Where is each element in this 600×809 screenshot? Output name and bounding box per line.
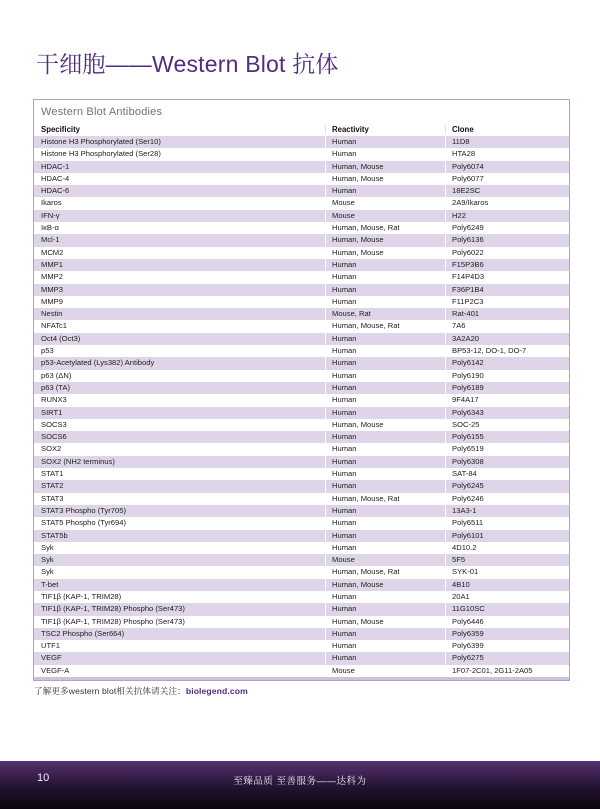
- cell-specificity: p63 (TA): [34, 382, 326, 394]
- table-row: [34, 480, 569, 492]
- cell-specificity: Syk: [34, 554, 326, 566]
- table-row: [34, 652, 569, 664]
- cell-specificity: TIF1β (KAP-1, TRIM28) Phospho (Ser473): [34, 603, 326, 615]
- table-row: [34, 616, 569, 628]
- cell-reactivity: Human, Mouse: [326, 173, 446, 185]
- table-row: [34, 530, 569, 542]
- biolegend-link[interactable]: biolegend.com: [185, 686, 248, 696]
- cell-reactivity: Human: [326, 652, 446, 664]
- cell-specificity: SOCS6: [34, 431, 326, 443]
- cell-reactivity: Mouse: [326, 554, 446, 566]
- table-row: [34, 320, 569, 332]
- cell-clone: SOC-25: [452, 419, 480, 429]
- cell-reactivity: Mouse: [326, 197, 446, 209]
- table-row: [34, 197, 569, 209]
- cell-clone: Poly6142: [452, 358, 484, 368]
- cell-clone: Poly6308: [452, 456, 484, 466]
- table-row: [34, 284, 569, 296]
- cell-specificity: MMP2: [34, 271, 326, 283]
- table-row: [34, 382, 569, 394]
- cell-clone: 18E2SC: [452, 186, 481, 196]
- cell-clone: Poly6519: [452, 444, 484, 454]
- table-row: [34, 333, 569, 345]
- cell-specificity: RUNX3: [34, 394, 326, 406]
- cell-reactivity: Human, Mouse: [326, 616, 446, 628]
- table-row: [34, 357, 569, 369]
- table-body: [34, 136, 569, 677]
- cell-clone: SYK-01: [452, 567, 479, 577]
- cell-specificity: Syk: [34, 542, 326, 554]
- table-row: [34, 407, 569, 419]
- cell-clone: Poly6190: [452, 370, 484, 380]
- table-row: [34, 345, 569, 357]
- cell-reactivity: Human: [326, 431, 446, 443]
- cell-reactivity: Human: [326, 345, 446, 357]
- cell-specificity: HDAC-6: [34, 185, 326, 197]
- page-number: 10: [37, 772, 50, 784]
- cell-specificity: Syk: [34, 566, 326, 578]
- cell-reactivity: Human: [326, 480, 446, 492]
- table-bottom-strip: [34, 677, 569, 680]
- cell-reactivity: Human: [326, 517, 446, 529]
- cell-specificity: MMP9: [34, 296, 326, 308]
- cell-reactivity: Human: [326, 456, 446, 468]
- cell-specificity: STAT5b: [34, 530, 326, 542]
- table-row: [34, 173, 569, 185]
- cell-clone: 9F4A17: [452, 395, 479, 405]
- cell-reactivity: Human: [326, 407, 446, 419]
- cell-clone: F36P1B4: [452, 284, 484, 294]
- cell-specificity: T-bet: [34, 579, 326, 591]
- table-row: [34, 628, 569, 640]
- cell-reactivity: Human, Mouse: [326, 419, 446, 431]
- footnote-text: 了解更多western blot相关抗体请关注：: [34, 686, 186, 696]
- table-row: [34, 566, 569, 578]
- cell-specificity: Histone H3 Phosphorylated (Ser10): [34, 136, 326, 148]
- table-row: [34, 271, 569, 283]
- cell-reactivity: Human: [326, 394, 446, 406]
- cell-clone: Poly6245: [452, 481, 484, 491]
- table-row: [34, 665, 569, 677]
- cell-reactivity: Human, Mouse, Rat: [326, 566, 446, 578]
- cell-clone: Poly6399: [452, 641, 484, 651]
- cell-reactivity: Human, Mouse: [326, 247, 446, 259]
- cell-clone: Poly6511: [452, 518, 484, 528]
- cell-specificity: IFN-γ: [34, 210, 326, 222]
- table-row: [34, 443, 569, 455]
- cell-clone: Poly6275: [452, 653, 484, 663]
- cell-reactivity: Human: [326, 370, 446, 382]
- table-row: [34, 591, 569, 603]
- cell-clone: Poly6077: [452, 173, 484, 183]
- cell-clone: 2A9/Ikaros: [452, 198, 489, 208]
- table-row: [34, 456, 569, 468]
- cell-clone: 1F07-2C01, 2G11-2A05: [452, 665, 533, 675]
- cell-reactivity: Human: [326, 468, 446, 480]
- footnote: [34, 685, 248, 697]
- table-row: [34, 370, 569, 382]
- cell-reactivity: Human: [326, 382, 446, 394]
- column-header-specificity: Specificity: [34, 125, 326, 134]
- cell-clone: F14P4D3: [452, 272, 485, 282]
- cell-reactivity: Human: [326, 591, 446, 603]
- cell-clone: F15P3B6: [452, 259, 484, 269]
- cell-specificity: p63 (ΔN): [34, 370, 326, 382]
- cell-specificity: SOX2: [34, 443, 326, 455]
- cell-specificity: STAT5 Phospho (Tyr694): [34, 517, 326, 529]
- cell-clone: 7A6: [452, 321, 466, 331]
- cell-reactivity: Human: [326, 296, 446, 308]
- footer-bar: [0, 761, 600, 809]
- cell-specificity: TIF1β (KAP-1, TRIM28): [34, 591, 326, 603]
- cell-specificity: p53-Acetylated (Lys382) Antibody: [34, 357, 326, 369]
- cell-specificity: STAT3: [34, 493, 326, 505]
- cell-clone: Poly6359: [452, 628, 484, 638]
- table-row: [34, 148, 569, 160]
- cell-clone: 11D8: [452, 137, 470, 146]
- cell-specificity: TSC2 Phospho (Ser664): [34, 628, 326, 640]
- cell-clone: Poly6343: [452, 407, 484, 417]
- cell-specificity: Mcl-1: [34, 234, 326, 246]
- cell-reactivity: Human: [326, 259, 446, 271]
- cell-specificity: SOCS3: [34, 419, 326, 431]
- table-row: [34, 468, 569, 480]
- cell-reactivity: Human: [326, 271, 446, 283]
- cell-clone: 4D10.2: [452, 542, 477, 552]
- table-row: [34, 222, 569, 234]
- cell-reactivity: Human: [326, 530, 446, 542]
- cell-specificity: Oct4 (Oct3): [34, 333, 326, 345]
- cell-reactivity: Human: [326, 185, 446, 197]
- cell-clone: 20A1: [452, 591, 470, 601]
- cell-specificity: Ikaros: [34, 197, 326, 209]
- cell-clone: SAT-84: [452, 469, 477, 479]
- cell-reactivity: Human, Mouse: [326, 234, 446, 246]
- table-row: [34, 493, 569, 505]
- cell-clone: Poly6249: [452, 223, 484, 233]
- cell-reactivity: Mouse: [326, 210, 446, 222]
- cell-specificity: SOX2 (NH2 terminus): [34, 456, 326, 468]
- table-header-row: [34, 122, 569, 136]
- table-row: [34, 505, 569, 517]
- column-header-reactivity: Reactivity: [326, 125, 446, 134]
- cell-clone: Poly6446: [452, 616, 484, 626]
- cell-specificity: VEGF: [34, 652, 326, 664]
- cell-clone: F11P2C3: [452, 296, 484, 306]
- table-row: [34, 419, 569, 431]
- cell-reactivity: Human: [326, 333, 446, 345]
- cell-reactivity: Human: [326, 640, 446, 652]
- cell-clone: 13A3-1: [452, 505, 477, 515]
- cell-reactivity: Human: [326, 443, 446, 455]
- cell-clone: HTA28: [452, 149, 476, 159]
- page-title: 干细胞——Western Blot 抗体: [36, 51, 339, 77]
- table-row: [34, 210, 569, 222]
- cell-clone: Poly6155: [452, 432, 484, 442]
- table-row: [34, 579, 569, 591]
- table-row: [34, 185, 569, 197]
- table-row: [34, 554, 569, 566]
- cell-clone: Poly6074: [452, 161, 484, 171]
- table-row: [34, 394, 569, 406]
- cell-specificity: SIRT1: [34, 407, 326, 419]
- cell-specificity: STAT1: [34, 468, 326, 480]
- cell-specificity: UTF1: [34, 640, 326, 652]
- cell-reactivity: Human: [326, 284, 446, 296]
- antibody-table: [33, 99, 570, 681]
- table-row: [34, 517, 569, 529]
- cell-reactivity: Human: [326, 603, 446, 615]
- table-row: [34, 136, 569, 148]
- table-row: [34, 308, 569, 320]
- cell-reactivity: Human, Mouse: [326, 161, 446, 173]
- cell-specificity: MMP3: [34, 284, 326, 296]
- cell-specificity: IκB-α: [34, 222, 326, 234]
- column-header-clone: Clone: [452, 124, 474, 134]
- cell-reactivity: Mouse, Rat: [326, 308, 446, 320]
- cell-clone: Poly6022: [452, 247, 484, 257]
- cell-reactivity: Human, Mouse, Rat: [326, 320, 446, 332]
- cell-reactivity: Human: [326, 136, 446, 148]
- table-row: [34, 431, 569, 443]
- cell-specificity: Nestin: [34, 308, 326, 320]
- cell-reactivity: Human, Mouse, Rat: [326, 222, 446, 234]
- cell-specificity: VEGF-A: [34, 665, 326, 677]
- cell-clone: 5F5: [452, 555, 466, 565]
- cell-reactivity: Human, Mouse: [326, 579, 446, 591]
- cell-specificity: MMP1: [34, 259, 326, 271]
- table-row: [34, 247, 569, 259]
- table-row: [34, 259, 569, 271]
- cell-clone: 11G10SC: [452, 604, 485, 614]
- cell-clone: Rat-401: [452, 309, 480, 319]
- cell-reactivity: Human: [326, 148, 446, 160]
- footer-slogan: 至臻品质 至善服务——达科为: [233, 776, 367, 787]
- cell-reactivity: Human: [326, 505, 446, 517]
- cell-specificity: p53: [34, 345, 326, 357]
- cell-specificity: NFATc1: [34, 320, 326, 332]
- table-row: [34, 640, 569, 652]
- cell-clone: H22: [452, 210, 466, 220]
- table-row: [34, 234, 569, 246]
- cell-reactivity: Human: [326, 628, 446, 640]
- cell-reactivity: Human: [326, 357, 446, 369]
- table-row: [34, 296, 569, 308]
- table-title: Western Blot Antibodies: [41, 106, 163, 118]
- cell-specificity: STAT2: [34, 480, 326, 492]
- cell-clone: Poly6246: [452, 493, 484, 503]
- cell-specificity: Histone H3 Phosphorylated (Ser28): [34, 148, 326, 160]
- cell-specificity: TIF1β (KAP-1, TRIM28) Phospho (Ser473): [34, 616, 326, 628]
- cell-clone: Poly6101: [452, 530, 484, 540]
- cell-specificity: HDAC-1: [34, 161, 326, 173]
- cell-clone: Poly6189: [452, 382, 484, 392]
- cell-specificity: HDAC-4: [34, 173, 326, 185]
- table-row: [34, 603, 569, 615]
- cell-clone: BP53-12, DO-1, DO-7: [452, 346, 527, 356]
- cell-reactivity: Human, Mouse, Rat: [326, 493, 446, 505]
- table-row: [34, 542, 569, 554]
- cell-reactivity: Mouse: [326, 665, 446, 677]
- cell-specificity: MCM2: [34, 247, 326, 259]
- cell-clone: Poly6136: [452, 235, 484, 245]
- cell-reactivity: Human: [326, 542, 446, 554]
- table-row: [34, 161, 569, 173]
- cell-clone: 3A2A20: [452, 333, 480, 343]
- cell-clone: 4B10: [452, 579, 470, 589]
- cell-specificity: STAT3 Phospho (Tyr705): [34, 505, 326, 517]
